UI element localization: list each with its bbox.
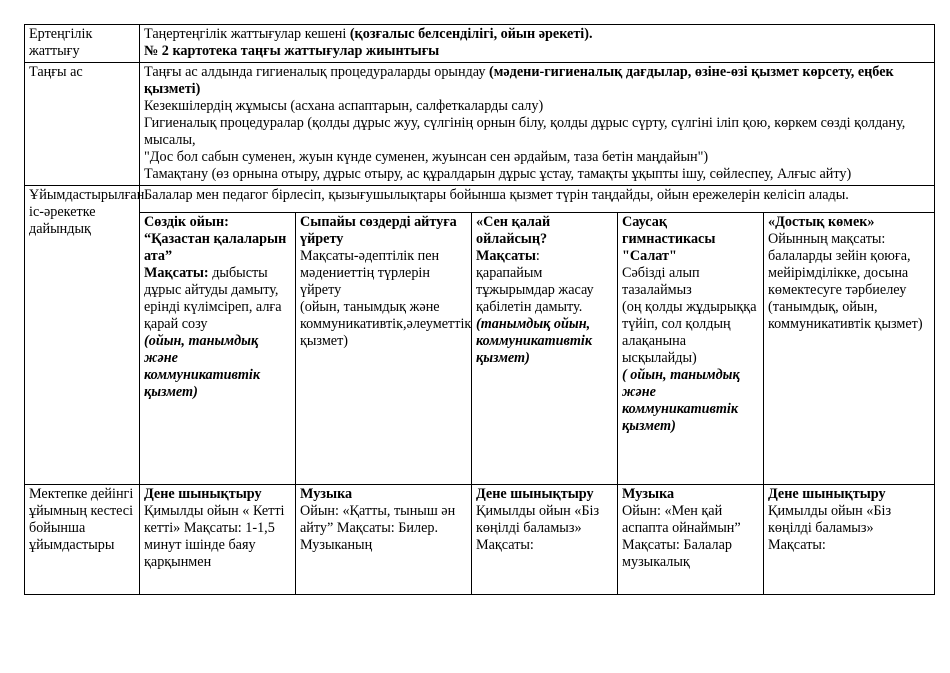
activity-tag: (танымдық ойын, коммуникативтік қызмет) — [476, 316, 593, 366]
breakfast-p5: Тамақтану (өз орнына отыру, дұрыс отыру, ас құралдарын дұрыс ұстау, тамақты ұқыпты ішу, сөйлеспеу, Алғыс айту) — [144, 166, 852, 182]
exercise-text: Таңертеңгілік жаттығулар кешені — [144, 26, 350, 42]
plan-table — [24, 24, 935, 595]
row-label-text: Мектепке дейінгі ұйымның кестесі бойынша ұйымдастыры — [29, 486, 134, 553]
breakfast-p3: Гигиеналық процедуралар (қолды дұрыс жуу, сүлгінің орнын білу, қолды дұрыс сүрту, сүлгіні іліп қою, көркем сөзді қолдану, мысалы, — [144, 115, 906, 148]
activity-tag: ( ойын, танымдық және коммуникативтік қызмет) — [622, 367, 740, 434]
activity-cell-5 — [764, 213, 935, 485]
row-preparation-activities — [25, 213, 935, 485]
lesson-title: Дене шынықтыру — [144, 486, 262, 502]
lesson-title: Музыка — [300, 486, 353, 502]
lesson-cell-5 — [764, 485, 935, 595]
activity-title: Сыпайы сөздерді айтуға үйрету — [300, 214, 457, 247]
breakfast-p4: "Дос бол сабын суменен, жуын күнде суменен, жуынсан сен әрдайым, таза бетін маңдайын") — [144, 149, 709, 165]
row-morning-exercise — [25, 25, 935, 63]
activity-cell-1 — [140, 213, 296, 485]
row-organized-activity — [25, 485, 935, 595]
row-content — [140, 63, 935, 186]
activity-tag: (ойын, танымдық және коммуникативтік қызмет) — [144, 333, 261, 400]
activity-tag: (ойын, танымдық және коммуникативтік,әлеуметтік қызмет) — [300, 299, 472, 349]
activity-cell-4 — [618, 213, 764, 485]
lesson-cell-2 — [296, 485, 472, 595]
row-label: Таңғы ас — [25, 63, 140, 186]
breakfast-p1-bold: (мәдени-гигиеналық дағдылар, өзіне-өзі қызмет көрсету, еңбек қызметі) — [144, 64, 894, 97]
activity-text: Сәбізді алып тазалаймыз — [622, 265, 700, 298]
preparation-intro-text: Балалар мен педагог бірлесіп, қызығушылықтары бойынша қызмет түрін таңдайды, ойын ережелерін келісіп алады. — [144, 187, 849, 203]
lesson-cell-1 — [140, 485, 296, 595]
lesson-cell-3 — [472, 485, 618, 595]
preparation-intro — [140, 186, 935, 213]
breakfast-p1-text: Таңғы ас алдында гигиеналық процедураларды орындау — [144, 64, 489, 80]
lesson-title: Дене шынықтыру — [768, 486, 886, 502]
goal-text: дыбысты дұрыс айтуды дамыту, ерінді күлімсіреп, алға қарай созу — [144, 265, 282, 332]
breakfast-p2: Кезекшілердің жұмысы (асхана аспаптарын, салфеткаларды салу) — [144, 98, 544, 114]
goal-label: Мақсаты — [476, 248, 536, 264]
row-preparation-intro — [25, 186, 935, 213]
activity-text: (оң қолды жұдырыққа түйіп, сол қолдың алақанына ысқылайды) — [622, 299, 757, 366]
lesson-text: Ойын: «Қатты, тыныш ән айту” Мақсаты: Билер. Музыканың — [300, 503, 456, 553]
goal-label: Мақсаты: — [144, 265, 209, 281]
activity-cell-3 — [472, 213, 618, 485]
activity-title: Сөздік ойын: “Қазастан қалаларын ата” — [144, 214, 287, 264]
lesson-text: Қимылды ойын «Біз көңілді баламыз» Мақсаты: — [768, 503, 892, 553]
exercise-bold: (қозғалыс белсенділігі, ойын әрекеті). — [349, 26, 593, 42]
goal-text: Мақсаты-әдептілік пен мәдениеттің түрлерін үйрету — [300, 248, 440, 298]
activity-text: Ойынның мақсаты: балаларды зейін қоюға, мейірімділікке, досына көмектесуге тәрбиелеу (танымдық, ойын, коммуникативтік қызмет) — [768, 231, 923, 332]
row-label: Ұйымдастырылған іс-әрекетке дайындық — [25, 186, 140, 485]
activity-cell-2 — [296, 213, 472, 485]
breakfast-p1 — [144, 64, 930, 98]
lesson-title: Музыка — [622, 486, 675, 502]
exercise-card: № 2 картотека таңғы жаттығулар жиынтығы — [144, 43, 440, 59]
lesson-text: Қимылды ойын «Біз көңілді баламыз» Мақсаты: — [476, 503, 600, 553]
lesson-text: Ойын: «Мен қай аспапта ойнаймын” Мақсаты: Балалар музыкалық — [622, 503, 741, 570]
lesson-cell-4 — [618, 485, 764, 595]
goal-colon: : — [535, 248, 540, 264]
activity-title: Саусақ гимнастикасы "Салат" — [622, 214, 716, 264]
row-breakfast — [25, 63, 935, 186]
activity-title: «Достық көмек» — [768, 214, 875, 230]
row-content — [140, 25, 935, 63]
goal-text: қарапайым тұжырымдар жасау қабілетін дамыту. — [476, 265, 594, 315]
activity-title: «Сен қалай ойлайсың? — [476, 214, 551, 247]
lesson-text: Қимылды ойын « Кетті кетті» Мақсаты: 1-1,5 минут ішінде баяу қарқынмен — [144, 503, 285, 570]
row-label — [25, 485, 140, 595]
lesson-title: Дене шынықтыру — [476, 486, 594, 502]
row-label: Ертеңгілік жаттығу — [25, 25, 140, 63]
